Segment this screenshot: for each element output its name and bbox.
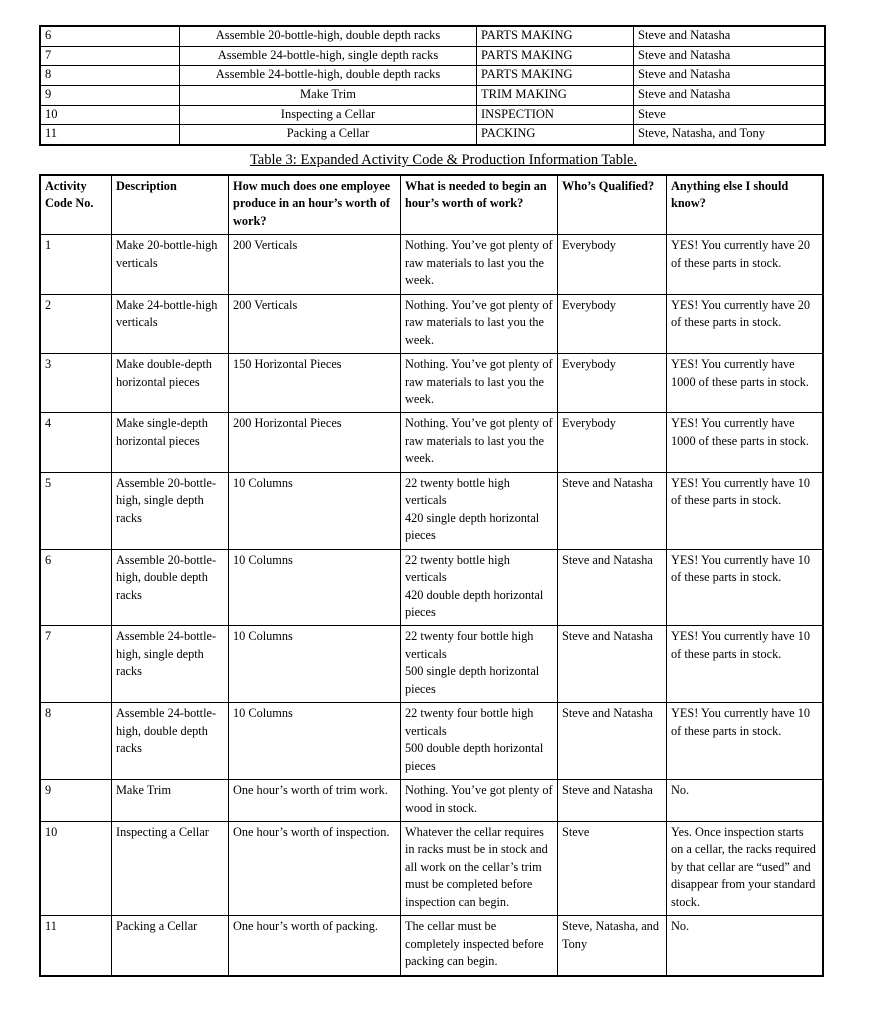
cell-line: Assemble 24-bottle-high, single depth racks	[116, 629, 217, 679]
required-inputs	[401, 472, 558, 549]
activity-department: PARTS MAKING	[477, 66, 634, 86]
cell-line: Make 20-bottle-high verticals	[116, 238, 218, 270]
activity-description	[112, 354, 229, 413]
activity-description	[112, 626, 229, 703]
activity-who: Steve	[634, 105, 826, 125]
table-row	[40, 549, 823, 626]
activity-description: Inspecting a Cellar	[180, 105, 477, 125]
cell-line: Nothing. You’ve got plenty of wood in stock.	[405, 783, 553, 815]
qualified-employees	[558, 235, 667, 294]
activity-who: Steve, Natasha, and Tony	[634, 125, 826, 145]
activity-who: Steve and Natasha	[634, 46, 826, 66]
cell-line: Everybody	[562, 357, 616, 372]
cell-line: Make double-depth horizontal pieces	[116, 357, 212, 389]
hourly-production	[229, 780, 401, 822]
cell-line: 420 double depth horizontal pieces	[405, 587, 544, 619]
activity-code	[40, 294, 112, 353]
activity-description	[112, 413, 229, 472]
additional-notes	[667, 916, 824, 976]
activity-code-table-continued	[39, 25, 789, 146]
cell-line: 22 twenty bottle high verticals	[405, 475, 510, 508]
column-header-description: Description	[112, 175, 229, 235]
activity-code: 6	[40, 26, 180, 46]
hourly-production	[229, 472, 401, 549]
cell-line: 10 Columns	[233, 475, 293, 490]
table-header-row	[40, 175, 823, 235]
activity-code: 11	[40, 125, 180, 145]
additional-notes	[667, 472, 824, 549]
cell-line: Steve	[562, 824, 590, 839]
cell-line: Steve and Natasha	[562, 552, 653, 567]
table-row	[40, 26, 825, 46]
cell-line: 420 single depth horizontal pieces	[405, 510, 540, 543]
required-inputs	[401, 780, 558, 822]
cell-line: Assemble 20-bottle-high, single depth racks	[116, 475, 217, 525]
cell-line: Steve and Natasha	[562, 629, 653, 644]
cell-line: Inspecting a Cellar	[116, 824, 209, 839]
hourly-production	[229, 294, 401, 353]
cell-line: Nothing. You’ve got plenty of raw materials to last you the week.	[405, 297, 553, 347]
required-inputs	[401, 235, 558, 294]
cell-line: 5	[45, 475, 52, 490]
cell-line: 22 twenty four bottle high verticals	[405, 629, 534, 661]
activity-description	[112, 703, 229, 780]
additional-notes	[667, 821, 824, 915]
additional-notes	[667, 354, 824, 413]
cell-line: Nothing. You’ve got plenty of raw materials to last you the week.	[405, 416, 553, 466]
qualified-employees	[558, 549, 667, 626]
cell-line: 500 double depth horizontal pieces	[405, 741, 544, 773]
cell-line: 200 Verticals	[233, 238, 298, 253]
hourly-production	[229, 821, 401, 915]
activity-department: TRIM MAKING	[477, 85, 634, 105]
cell-line: Steve and Natasha	[562, 706, 653, 721]
cell-line: Packing a Cellar	[116, 919, 198, 934]
cell-line: No.	[671, 919, 690, 934]
activity-code: 10	[40, 105, 180, 125]
column-header-notes: Anything else I should know?	[667, 175, 824, 235]
cell-line: 500 single depth horizontal pieces	[405, 664, 540, 696]
cell-line: Everybody	[562, 238, 616, 253]
main-table	[39, 174, 824, 977]
main-table-body	[40, 235, 823, 976]
activity-code	[40, 916, 112, 976]
cell-line: Steve and Natasha	[562, 783, 653, 798]
cell-line: No.	[671, 783, 690, 798]
activity-code	[40, 821, 112, 915]
activity-description	[112, 821, 229, 915]
activity-code	[40, 780, 112, 822]
cell-line: The cellar must be completely inspected before packing can begin.	[405, 919, 544, 969]
top-table-body	[40, 26, 825, 145]
activity-description: Make Trim	[180, 85, 477, 105]
column-header-produce: How much does one employee produce in an hour’s worth of work?	[229, 175, 401, 235]
hourly-production	[229, 626, 401, 703]
table-row	[40, 703, 823, 780]
required-inputs	[401, 413, 558, 472]
qualified-employees	[558, 780, 667, 822]
column-header-activity-code: Activity Code No.	[40, 175, 112, 235]
table-row	[40, 413, 823, 472]
additional-notes	[667, 626, 824, 703]
cell-line: 9	[45, 783, 52, 798]
table-row	[40, 626, 823, 703]
main-table-head	[40, 175, 823, 235]
qualified-employees	[558, 354, 667, 413]
cell-line: Steve, Natasha, and Tony	[562, 919, 659, 951]
cell-line: 6	[45, 552, 52, 567]
cell-line: YES! You currently have 10 of these parts in stock.	[671, 552, 811, 585]
table-row	[40, 105, 825, 125]
qualified-employees	[558, 703, 667, 780]
table-row	[40, 821, 823, 915]
additional-notes	[667, 549, 824, 626]
activity-description	[112, 472, 229, 549]
cell-line: Nothing. You’ve got plenty of raw materials to last you the week.	[405, 238, 553, 288]
activity-department: PARTS MAKING	[477, 46, 634, 66]
table-row	[40, 294, 823, 353]
activity-description	[112, 916, 229, 976]
cell-line: 4	[45, 416, 52, 431]
activity-code: 8	[40, 66, 180, 86]
cell-line: One hour’s worth of trim work.	[233, 783, 388, 798]
activity-description: Assemble 24-bottle-high, single depth racks	[180, 46, 477, 66]
activity-code	[40, 235, 112, 294]
activity-description	[112, 294, 229, 353]
activity-department: PARTS MAKING	[477, 26, 634, 46]
cell-line: 10	[45, 824, 58, 839]
activity-description	[112, 780, 229, 822]
required-inputs	[401, 294, 558, 353]
activity-code	[40, 354, 112, 413]
activity-code	[40, 703, 112, 780]
cell-line: One hour’s worth of inspection.	[233, 824, 390, 839]
cell-line: YES! You currently have 1000 of these parts in stock.	[671, 416, 809, 448]
activity-description	[112, 235, 229, 294]
qualified-employees	[558, 916, 667, 976]
additional-notes	[667, 235, 824, 294]
cell-line: Make Trim	[116, 783, 172, 798]
activity-description: Assemble 20-bottle-high, double depth racks	[180, 26, 477, 46]
hourly-production	[229, 549, 401, 626]
table-caption	[0, 152, 887, 169]
cell-line: 150 Horizontal Pieces	[233, 357, 342, 372]
required-inputs	[401, 703, 558, 780]
table-row	[40, 235, 823, 294]
qualified-employees	[558, 626, 667, 703]
table-row	[40, 66, 825, 86]
cell-line: 10 Columns	[233, 706, 293, 721]
cell-line: Make single-depth horizontal pieces	[116, 416, 208, 448]
cell-line: 2	[45, 297, 52, 312]
cell-line: Everybody	[562, 297, 616, 312]
cell-line: 22 twenty four bottle high verticals	[405, 706, 534, 738]
hourly-production	[229, 235, 401, 294]
activity-description	[112, 549, 229, 626]
column-header-qualified: Who’s Qualified?	[558, 175, 667, 235]
cell-line: 3	[45, 357, 52, 372]
qualified-employees	[558, 294, 667, 353]
cell-line: Steve and Natasha	[562, 475, 653, 490]
activity-department: PACKING	[477, 125, 634, 145]
activity-department: INSPECTION	[477, 105, 634, 125]
required-inputs	[401, 916, 558, 976]
cell-line: YES! You currently have 10 of these parts in stock.	[671, 629, 811, 661]
cell-line: Yes. Once inspection starts on a cellar, the racks required by that cellar are “used” and disappear from your standard stock.	[671, 824, 816, 909]
cell-line: 10 Columns	[233, 629, 293, 644]
activity-description: Packing a Cellar	[180, 125, 477, 145]
hourly-production	[229, 703, 401, 780]
qualified-employees	[558, 821, 667, 915]
activity-code	[40, 626, 112, 703]
required-inputs	[401, 821, 558, 915]
cell-line: 10 Columns	[233, 552, 293, 567]
table-row	[40, 354, 823, 413]
table-row	[40, 125, 825, 145]
additional-notes	[667, 294, 824, 353]
top-table	[39, 25, 826, 146]
cell-line: 22 twenty bottle high verticals	[405, 552, 510, 585]
cell-line: Nothing. You’ve got plenty of raw materials to last you the week.	[405, 357, 553, 406]
required-inputs	[401, 626, 558, 703]
activity-code	[40, 549, 112, 626]
qualified-employees	[558, 413, 667, 472]
activity-who: Steve and Natasha	[634, 26, 826, 46]
cell-line: 7	[45, 629, 52, 644]
cell-line: One hour’s worth of packing.	[233, 919, 378, 934]
cell-line: 8	[45, 706, 52, 721]
activity-code: 9	[40, 85, 180, 105]
activity-description: Assemble 24-bottle-high, double depth racks	[180, 66, 477, 86]
cell-line: YES! You currently have 10 of these parts in stock.	[671, 706, 811, 738]
activity-who: Steve and Natasha	[634, 66, 826, 86]
hourly-production	[229, 354, 401, 413]
cell-line: YES! You currently have 1000 of these parts in stock.	[671, 357, 809, 389]
table-row	[40, 916, 823, 976]
table-row	[40, 780, 823, 822]
qualified-employees	[558, 472, 667, 549]
cell-line: 200 Horizontal Pieces	[233, 416, 342, 431]
cell-line: Everybody	[562, 416, 616, 431]
required-inputs	[401, 354, 558, 413]
cell-line: Assemble 20-bottle-high, double depth racks	[116, 552, 217, 602]
activity-code: 7	[40, 46, 180, 66]
cell-line: YES! You currently have 20 of these parts in stock.	[671, 238, 811, 270]
column-header-needed: What is needed to begin an hour’s worth of work?	[401, 175, 558, 235]
cell-line: 1	[45, 238, 52, 253]
required-inputs	[401, 549, 558, 626]
additional-notes	[667, 703, 824, 780]
cell-line: Assemble 24-bottle-high, double depth racks	[116, 706, 217, 756]
activity-code	[40, 413, 112, 472]
activity-who: Steve and Natasha	[634, 85, 826, 105]
activity-code	[40, 472, 112, 549]
hourly-production	[229, 916, 401, 976]
cell-line: 200 Verticals	[233, 297, 298, 312]
cell-line: YES! You currently have 10 of these parts in stock.	[671, 475, 811, 508]
table-row	[40, 472, 823, 549]
additional-notes	[667, 780, 824, 822]
cell-line: YES! You currently have 20 of these parts in stock.	[671, 297, 811, 330]
table-row	[40, 46, 825, 66]
table-row	[40, 85, 825, 105]
expanded-activity-table	[39, 174, 816, 977]
table-caption-text: Table 3: Expanded Activity Code & Production Information Table.	[249, 152, 638, 168]
cell-line: Make 24-bottle-high verticals	[116, 297, 218, 330]
cell-line: Whatever the cellar requires in racks must be in stock and all work on the cellar’s trim must be completed before inspection can begin.	[405, 824, 548, 909]
additional-notes	[667, 413, 824, 472]
hourly-production	[229, 413, 401, 472]
cell-line: 11	[45, 919, 57, 934]
